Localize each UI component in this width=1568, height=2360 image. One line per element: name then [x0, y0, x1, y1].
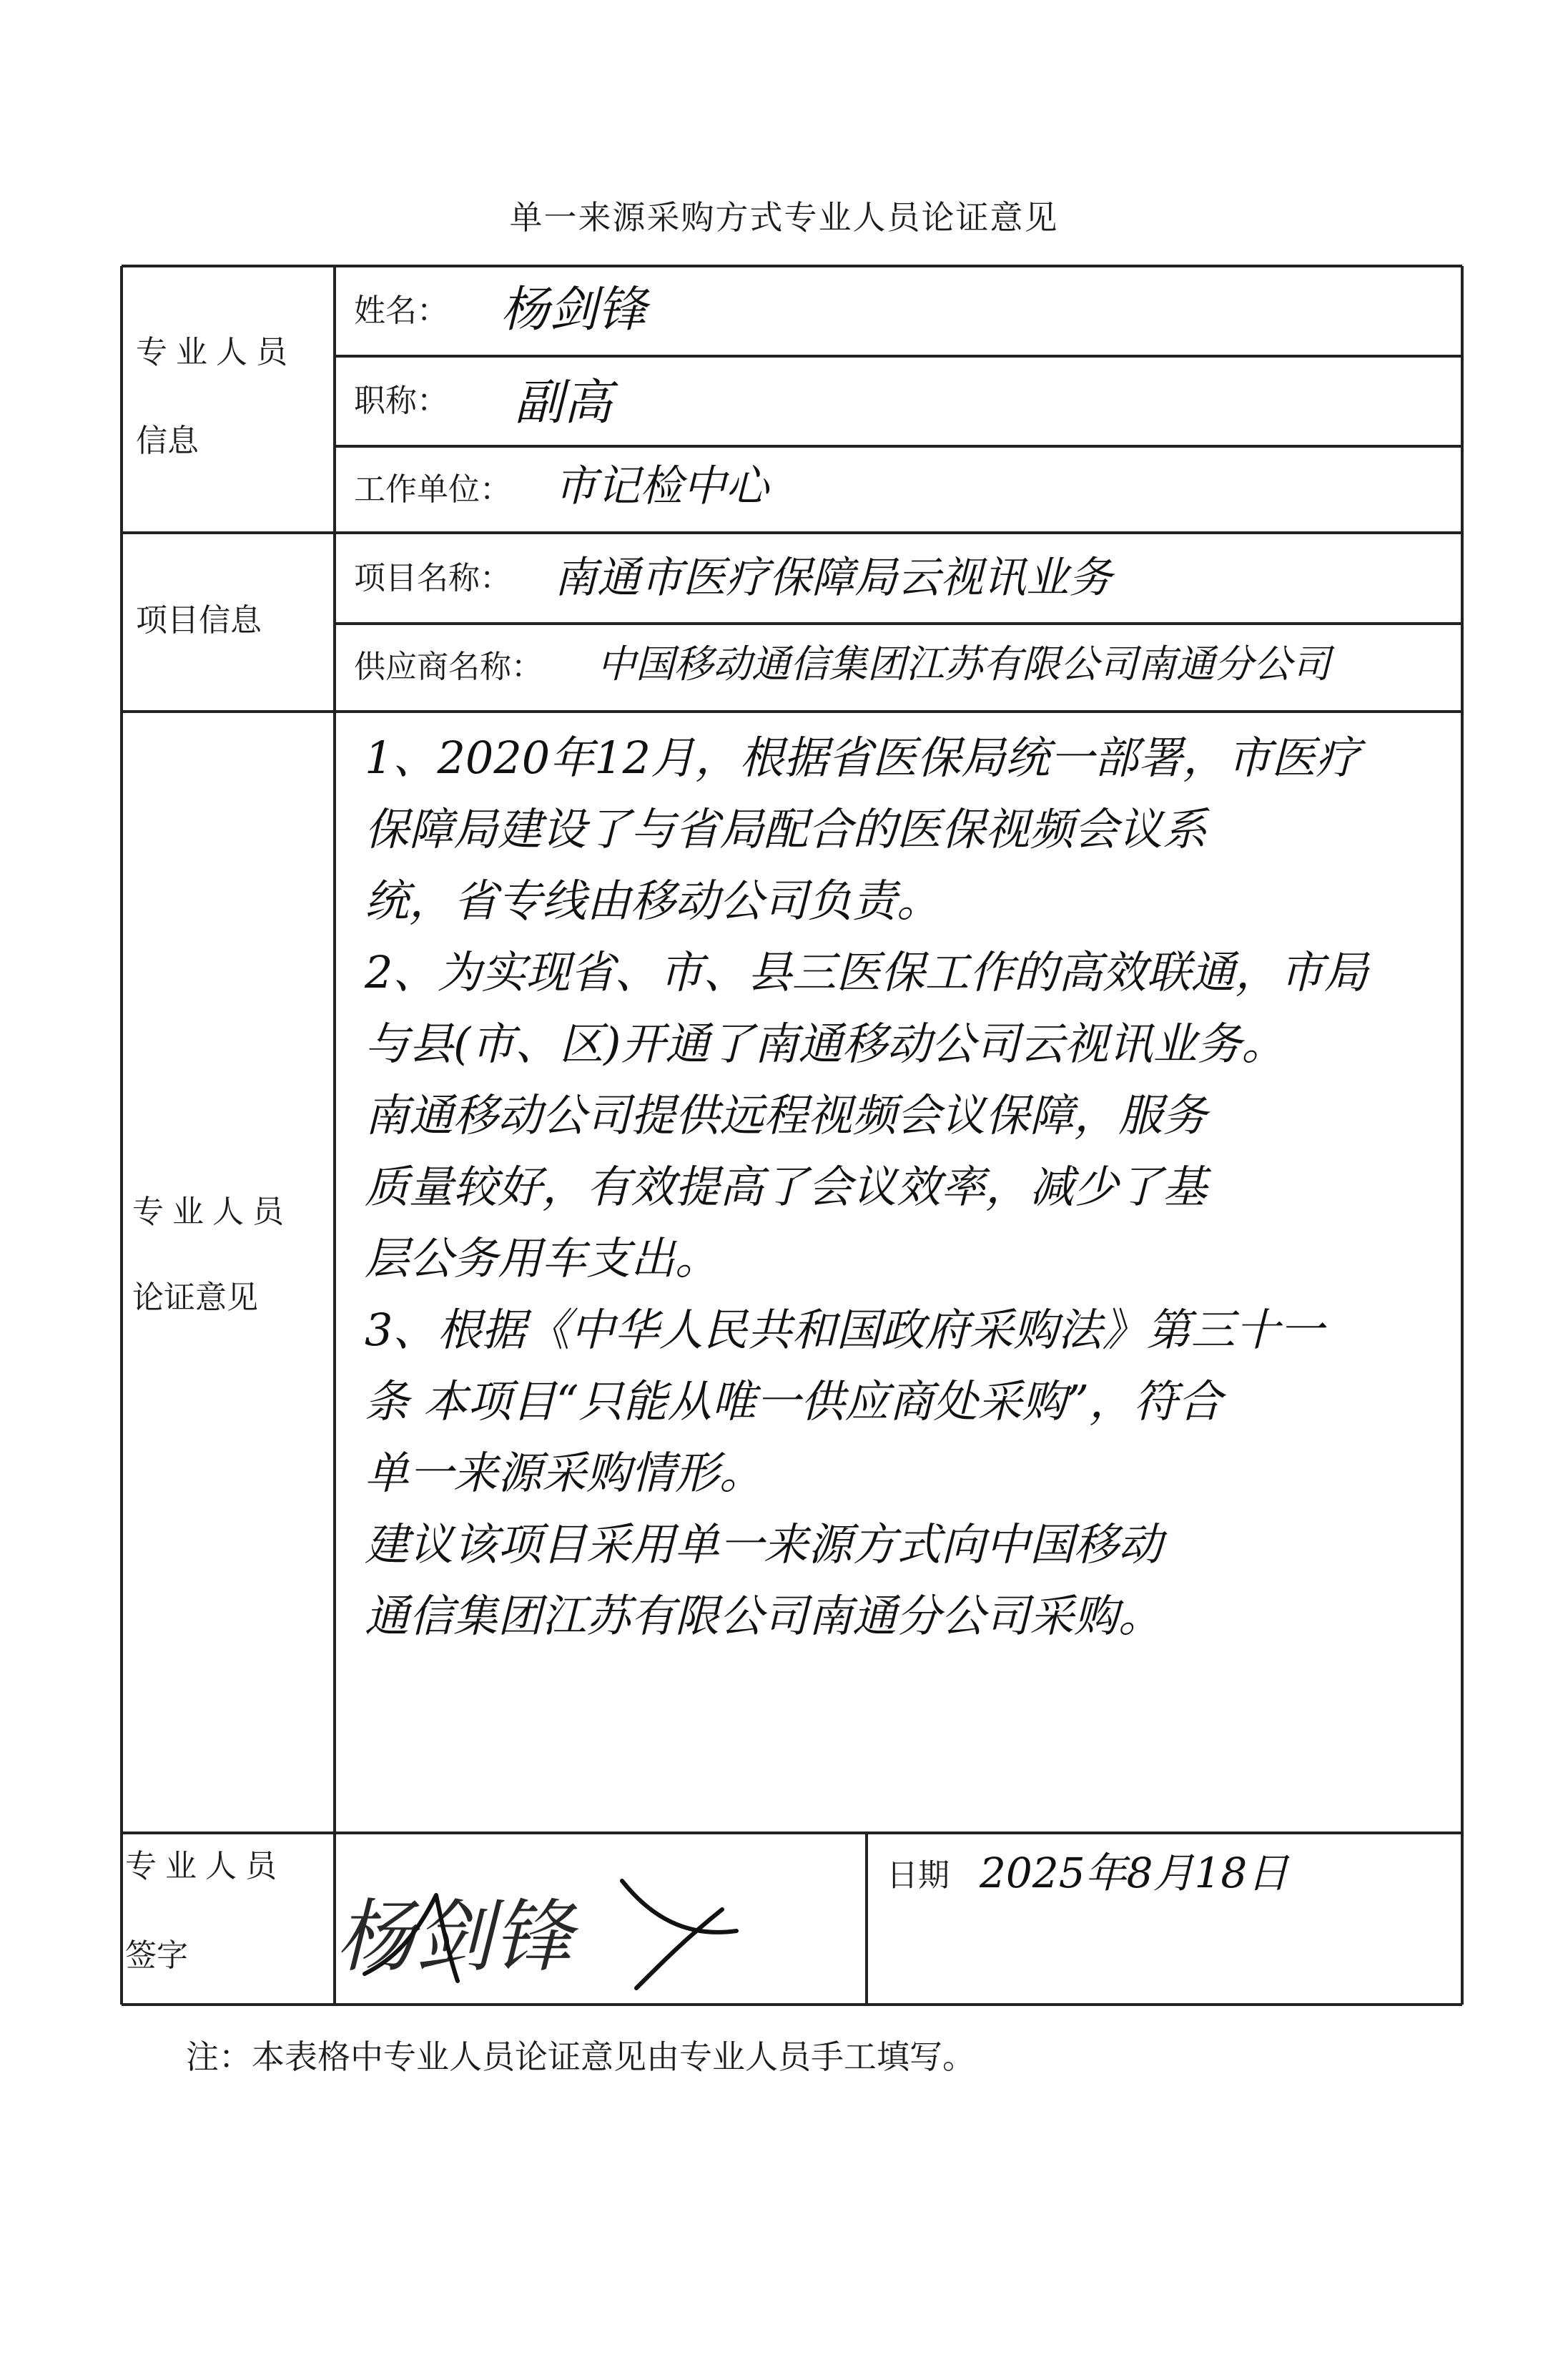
- opinion-line: 条 本项目“只能从唯一供应商处采购”，符合: [365, 1375, 1223, 1427]
- project-info-section-label: 项目信息: [136, 602, 262, 639]
- professional-title-label: 职称：: [354, 383, 448, 419]
- opinion-text-block: [365, 722, 1451, 1652]
- opinion-line: 单一来源采购情形。: [365, 1447, 764, 1499]
- name-label: 姓名：: [354, 292, 448, 329]
- opinion-line: 通信集团江苏有限公司南通分公司采购。: [365, 1590, 1163, 1642]
- opinion-section-label: 专业人员: [132, 1194, 292, 1230]
- opinion-line: 质量较好，有效提高了会议效率，减少了基: [365, 1161, 1208, 1213]
- handwritten-signature: 杨剑锋: [336, 1891, 572, 1982]
- expert-info-section-label-line2: 信息: [136, 423, 199, 459]
- opinion-line: 层公务用车支出。: [365, 1232, 720, 1284]
- opinion-line: 南通移动公司提供远程视频会议保障，服务: [365, 1089, 1208, 1141]
- date-value: 2025年8月18日: [980, 1849, 1289, 1897]
- opinion-line: 3、根据《中华人民共和国政府采购法》第三十一: [365, 1304, 1324, 1356]
- opinion-line: 1、2020年12月，根据省医保局统一部署，市医疗: [365, 732, 1361, 784]
- opinion-line: 建议该项目采用单一来源方式向中国移动: [365, 1518, 1163, 1570]
- work-unit-value: 市记检中心: [554, 461, 769, 511]
- signature-section-label-line2: 签字: [125, 1937, 188, 1974]
- project-name-value: 南通市医疗保障局云视讯业务: [554, 553, 1112, 603]
- footnote: 注：本表格中专业人员论证意见由专业人员手工填写。: [186, 2037, 975, 2076]
- opinion-line: 与县(市、区)开通了南通移动公司云视讯业务。: [365, 1018, 1286, 1070]
- professional-title-value: 副高: [515, 375, 613, 431]
- work-unit-label: 工作单位：: [354, 471, 511, 508]
- opinion-line: 统，省专线由移动公司负责。: [365, 875, 942, 927]
- supplier-name-value: 中国移动通信集团江苏有限公司南通分公司: [597, 641, 1331, 687]
- opinion-line: 2、为实现省、市、县三医保工作的高效联通，市局: [365, 946, 1369, 998]
- supplier-name-label: 供应商名称：: [354, 649, 543, 685]
- name-value: 杨剑锋: [501, 282, 647, 338]
- expert-info-section-label: 专业人员: [136, 334, 296, 370]
- document-title: 单一来源采购方式专业人员论证意见: [509, 198, 1059, 237]
- opinion-section-label-line2: 论证意见: [132, 1279, 258, 1316]
- date-label: 日期: [887, 1857, 950, 1894]
- signature-flourish: [350, 1852, 751, 2010]
- opinion-line: 保障局建设了与省局配合的医保视频会议系: [365, 803, 1208, 855]
- project-name-label: 项目名称：: [354, 560, 511, 596]
- signature-section-label: 专业人员: [125, 1848, 285, 1884]
